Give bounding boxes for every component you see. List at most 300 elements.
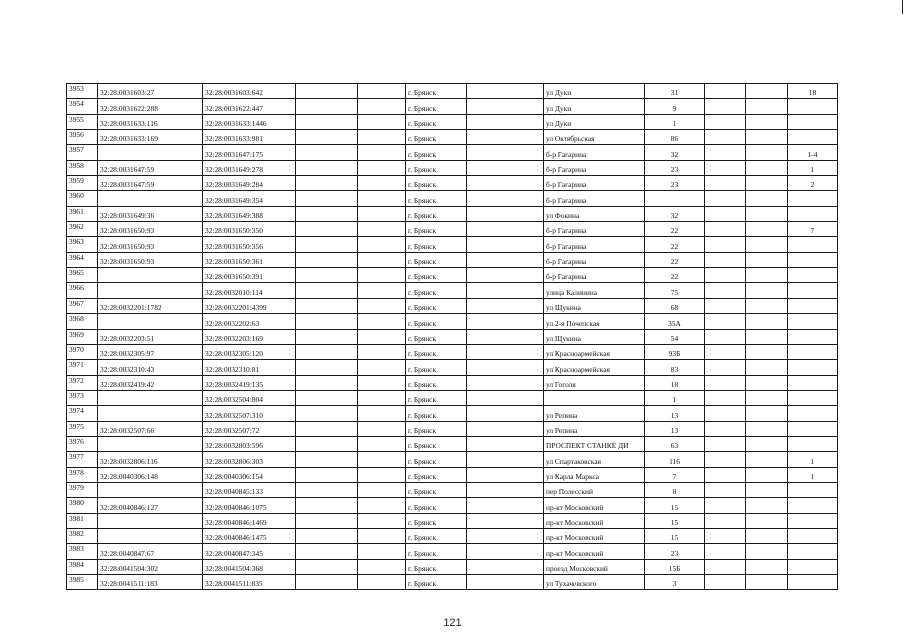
empty-cell — [296, 252, 358, 267]
empty-cell — [358, 544, 406, 559]
cadastral-number-building: 32:28:0031622:288 — [98, 99, 203, 114]
empty-cell — [746, 544, 788, 559]
cadastral-number-premises: 32:28:0040846:1475 — [203, 528, 296, 543]
empty-cell — [358, 452, 406, 467]
street-cell: пр-кт Московский — [544, 528, 645, 543]
empty-cell — [705, 252, 746, 267]
apartment-cell — [788, 237, 838, 252]
city-cell: г. Брянск — [406, 84, 467, 99]
row-number: 3961 — [67, 206, 98, 221]
cadastral-number-building: 32:28:0031633:169 — [98, 130, 203, 145]
city-cell: г. Брянск — [406, 575, 467, 590]
empty-cell — [296, 390, 358, 405]
empty-cell — [296, 421, 358, 436]
house-number-cell: 23 — [645, 544, 705, 559]
empty-cell — [467, 421, 544, 436]
row-number: 3972 — [67, 375, 98, 390]
city-cell: г. Брянск — [406, 436, 467, 451]
street-cell: б-р Гагарина — [544, 268, 645, 283]
apartment-cell — [788, 390, 838, 405]
empty-cell — [746, 84, 788, 99]
table-row — [67, 206, 838, 221]
cadastral-number-premises: 32:28:0032806:303 — [203, 452, 296, 467]
empty-cell — [705, 114, 746, 129]
empty-cell — [705, 575, 746, 590]
cadastral-number-building: 32:28:0040846:127 — [98, 498, 203, 513]
city-cell: г. Брянск — [406, 375, 467, 390]
apartment-cell — [788, 252, 838, 267]
cadastral-number-premises: 32:28:0031649:284 — [203, 176, 296, 191]
cadastral-number-building — [98, 482, 203, 497]
empty-cell — [705, 436, 746, 451]
empty-cell — [296, 360, 358, 375]
cadastral-number-premises: 32:28:0032507:310 — [203, 406, 296, 421]
row-number: 3969 — [67, 329, 98, 344]
street-cell: ул Репина — [544, 421, 645, 436]
city-cell: г. Брянск — [406, 298, 467, 313]
apartment-cell — [788, 513, 838, 528]
empty-cell — [746, 114, 788, 129]
city-cell: г. Брянск — [406, 99, 467, 114]
table-row — [67, 406, 838, 421]
house-number-cell: 7 — [645, 467, 705, 482]
empty-cell — [746, 145, 788, 160]
street-cell: проезд Московский — [544, 559, 645, 574]
empty-cell — [358, 268, 406, 283]
row-number: 3974 — [67, 406, 98, 421]
street-cell: ул Щукина — [544, 329, 645, 344]
empty-cell — [746, 452, 788, 467]
empty-cell — [705, 84, 746, 99]
apartment-cell — [788, 436, 838, 451]
table-row — [67, 160, 838, 175]
apartment-cell: 1-4 — [788, 145, 838, 160]
empty-cell — [296, 176, 358, 191]
house-number-cell: 93Б — [645, 344, 705, 359]
empty-cell — [467, 252, 544, 267]
empty-cell — [467, 222, 544, 237]
empty-cell — [467, 114, 544, 129]
empty-cell — [358, 206, 406, 221]
house-number-cell: 1 — [645, 114, 705, 129]
empty-cell — [296, 467, 358, 482]
street-cell: улица Калинина — [544, 283, 645, 298]
apartment-cell — [788, 421, 838, 436]
apartment-cell: 7 — [788, 222, 838, 237]
cadastral-number-premises: 32:28:0040845:133 — [203, 482, 296, 497]
row-number: 3968 — [67, 314, 98, 329]
empty-cell — [467, 360, 544, 375]
empty-cell — [746, 268, 788, 283]
apartment-cell — [788, 206, 838, 221]
table-row — [67, 513, 838, 528]
row-number: 3958 — [67, 160, 98, 175]
house-number-cell: 15 — [645, 498, 705, 513]
cadastral-number-building: 32:28:0032507:66 — [98, 421, 203, 436]
table-row — [67, 329, 838, 344]
empty-cell — [746, 467, 788, 482]
street-cell: ул Фокина — [544, 206, 645, 221]
row-number: 3981 — [67, 513, 98, 528]
city-cell: г. Брянск — [406, 283, 467, 298]
table-row — [67, 283, 838, 298]
empty-cell — [705, 191, 746, 206]
house-number-cell: 15 — [645, 513, 705, 528]
empty-cell — [296, 498, 358, 513]
empty-cell — [296, 544, 358, 559]
empty-cell — [296, 283, 358, 298]
city-cell: г. Брянск — [406, 268, 467, 283]
empty-cell — [296, 222, 358, 237]
empty-cell — [746, 160, 788, 175]
row-number: 3979 — [67, 482, 98, 497]
empty-cell — [467, 498, 544, 513]
empty-cell — [705, 513, 746, 528]
cadastral-number-premises: 32:28:0032201:4399 — [203, 298, 296, 313]
house-number-cell: 15Б — [645, 559, 705, 574]
cadastral-number-building: 32:28:0031633:116 — [98, 114, 203, 129]
empty-cell — [746, 191, 788, 206]
house-number-cell: 22 — [645, 222, 705, 237]
apartment-cell — [788, 344, 838, 359]
table-row — [67, 314, 838, 329]
cadastral-number-premises: 32:28:0040847:345 — [203, 544, 296, 559]
empty-cell — [746, 559, 788, 574]
row-number: 3957 — [67, 145, 98, 160]
cadastral-number-building: 32:28:0032310:43 — [98, 360, 203, 375]
cadastral-number-building: 32:28:0032201:1782 — [98, 298, 203, 313]
empty-cell — [296, 436, 358, 451]
city-cell: г. Брянск — [406, 176, 467, 191]
table-row — [67, 544, 838, 559]
empty-cell — [296, 206, 358, 221]
table-row — [67, 498, 838, 513]
city-cell: г. Брянск — [406, 513, 467, 528]
street-cell: ул Дуки — [544, 114, 645, 129]
empty-cell — [467, 130, 544, 145]
cadastral-number-building: 32:28:0031603:27 — [98, 84, 203, 99]
apartment-cell — [788, 360, 838, 375]
house-number-cell: 9 — [645, 99, 705, 114]
apartment-cell — [788, 130, 838, 145]
empty-cell — [705, 544, 746, 559]
city-cell: г. Брянск — [406, 544, 467, 559]
empty-cell — [296, 344, 358, 359]
row-number: 3956 — [67, 130, 98, 145]
cadastral-number-premises: 32:28:0031649:278 — [203, 160, 296, 175]
empty-cell — [705, 375, 746, 390]
apartment-cell: 1 — [788, 452, 838, 467]
empty-cell — [467, 544, 544, 559]
empty-cell — [296, 130, 358, 145]
house-number-cell: 63 — [645, 436, 705, 451]
empty-cell — [746, 390, 788, 405]
empty-cell — [746, 252, 788, 267]
cadastral-number-premises: 32:28:0040846:1075 — [203, 498, 296, 513]
street-cell: б-р Гагарина — [544, 145, 645, 160]
table-row — [67, 222, 838, 237]
table-row — [67, 436, 838, 451]
cadastral-number-premises: 32:28:0032803:596 — [203, 436, 296, 451]
table-row — [67, 528, 838, 543]
table-row — [67, 298, 838, 313]
table-row — [67, 237, 838, 252]
empty-cell — [358, 252, 406, 267]
empty-cell — [467, 375, 544, 390]
street-cell: ул Карла Маркса — [544, 467, 645, 482]
empty-cell — [705, 130, 746, 145]
street-cell: б-р Гагарина — [544, 222, 645, 237]
empty-cell — [296, 559, 358, 574]
empty-cell — [358, 329, 406, 344]
street-cell: пр-кт Московский — [544, 498, 645, 513]
house-number-cell: 13 — [645, 406, 705, 421]
house-number-cell — [645, 191, 705, 206]
street-cell: ул 2-я Почепская — [544, 314, 645, 329]
cadastral-number-premises: 32:28:0032202:63 — [203, 314, 296, 329]
cadastral-number-premises: 32:28:0032010:114 — [203, 283, 296, 298]
apartment-cell — [788, 268, 838, 283]
table-body — [67, 84, 838, 590]
table-row — [67, 130, 838, 145]
house-number-cell: 23 — [645, 160, 705, 175]
empty-cell — [358, 559, 406, 574]
city-cell: г. Брянск — [406, 329, 467, 344]
house-number-cell: 75 — [645, 283, 705, 298]
empty-cell — [746, 130, 788, 145]
empty-cell — [296, 482, 358, 497]
cadastral-number-building: 32:28:0031649:36 — [98, 206, 203, 221]
row-number: 3970 — [67, 344, 98, 359]
house-number-cell: 18 — [645, 375, 705, 390]
empty-cell — [296, 84, 358, 99]
house-number-cell: 35А — [645, 314, 705, 329]
cadastral-number-building: 32:28:0032305:97 — [98, 344, 203, 359]
empty-cell — [467, 191, 544, 206]
apartment-cell — [788, 191, 838, 206]
cadastral-number-premises: 32:28:0031650:350 — [203, 222, 296, 237]
table-row — [67, 191, 838, 206]
cadastral-number-premises: 32:28:0031650:361 — [203, 252, 296, 267]
cadastral-number-premises: 32:28:0031647:175 — [203, 145, 296, 160]
empty-cell — [358, 222, 406, 237]
city-cell: г. Брянск — [406, 130, 467, 145]
table-row — [67, 360, 838, 375]
apartment-cell — [788, 498, 838, 513]
table-row — [67, 84, 838, 99]
row-number: 3967 — [67, 298, 98, 313]
house-number-cell: 1 — [645, 390, 705, 405]
apartment-cell — [788, 283, 838, 298]
empty-cell — [358, 360, 406, 375]
table-row — [67, 268, 838, 283]
house-number-cell: 83 — [645, 360, 705, 375]
empty-cell — [296, 314, 358, 329]
empty-cell — [358, 237, 406, 252]
table-row — [67, 252, 838, 267]
empty-cell — [705, 344, 746, 359]
empty-cell — [467, 436, 544, 451]
city-cell: г. Брянск — [406, 482, 467, 497]
empty-cell — [467, 406, 544, 421]
cadastral-number-building — [98, 436, 203, 451]
city-cell: г. Брянск — [406, 360, 467, 375]
empty-cell — [746, 360, 788, 375]
empty-cell — [467, 390, 544, 405]
cadastral-number-building: 32:28:0031647:59 — [98, 176, 203, 191]
row-number: 3954 — [67, 99, 98, 114]
street-cell: ул Дуки — [544, 99, 645, 114]
empty-cell — [746, 99, 788, 114]
street-cell: пер Полесский — [544, 482, 645, 497]
cadastral-number-premises: 32:28:0032310:81 — [203, 360, 296, 375]
house-number-cell: 54 — [645, 329, 705, 344]
empty-cell — [358, 176, 406, 191]
cadastral-number-premises: 32:28:0040306:154 — [203, 467, 296, 482]
row-number: 3975 — [67, 421, 98, 436]
empty-cell — [746, 406, 788, 421]
cadastral-number-building: 32:28:0041511:183 — [98, 575, 203, 590]
cadastral-number-building: 32:28:0031647:59 — [98, 160, 203, 175]
apartment-cell — [788, 482, 838, 497]
house-number-cell: 23 — [645, 176, 705, 191]
city-cell: г. Брянск — [406, 467, 467, 482]
empty-cell — [705, 360, 746, 375]
row-number: 3964 — [67, 252, 98, 267]
city-cell: г. Брянск — [406, 559, 467, 574]
empty-cell — [358, 99, 406, 114]
empty-cell — [296, 406, 358, 421]
cadastral-number-building: 32:28:0031650:93 — [98, 237, 203, 252]
empty-cell — [746, 222, 788, 237]
cadastral-number-building — [98, 283, 203, 298]
house-number-cell: 8 — [645, 482, 705, 497]
empty-cell — [746, 421, 788, 436]
empty-cell — [705, 329, 746, 344]
empty-cell — [358, 145, 406, 160]
city-cell: г. Брянск — [406, 390, 467, 405]
empty-cell — [467, 482, 544, 497]
cadastral-number-premises: 32:28:0031633:1446 — [203, 114, 296, 129]
empty-cell — [358, 406, 406, 421]
cadastral-number-building: 32:28:0031650:93 — [98, 252, 203, 267]
city-cell: г. Брянск — [406, 421, 467, 436]
table-row — [67, 145, 838, 160]
table-row — [67, 375, 838, 390]
empty-cell — [358, 390, 406, 405]
cadastral-number-building — [98, 268, 203, 283]
table-row — [67, 390, 838, 405]
cadastral-number-premises: 32:28:0040846:1469 — [203, 513, 296, 528]
empty-cell — [705, 406, 746, 421]
empty-cell — [467, 329, 544, 344]
city-cell: г. Брянск — [406, 222, 467, 237]
cadastral-number-premises: 32:28:0031649:354 — [203, 191, 296, 206]
city-cell: г. Брянск — [406, 406, 467, 421]
empty-cell — [467, 559, 544, 574]
apartment-cell — [788, 544, 838, 559]
cadastral-number-premises: 32:28:0041504:368 — [203, 559, 296, 574]
city-cell: г. Брянск — [406, 145, 467, 160]
empty-cell — [358, 513, 406, 528]
apartment-cell — [788, 406, 838, 421]
apartment-cell — [788, 298, 838, 313]
empty-cell — [746, 176, 788, 191]
empty-cell — [705, 222, 746, 237]
empty-cell — [705, 452, 746, 467]
empty-cell — [467, 575, 544, 590]
empty-cell — [705, 528, 746, 543]
apartment-cell — [788, 329, 838, 344]
empty-cell — [358, 84, 406, 99]
street-cell: пр-кт Московский — [544, 544, 645, 559]
empty-cell — [705, 145, 746, 160]
cadastral-number-building — [98, 528, 203, 543]
empty-cell — [296, 99, 358, 114]
empty-cell — [746, 283, 788, 298]
empty-cell — [467, 160, 544, 175]
row-number: 3963 — [67, 237, 98, 252]
empty-cell — [296, 329, 358, 344]
empty-cell — [358, 436, 406, 451]
street-cell: ПРОСПЕКТ СТАНКЕ ДИ — [544, 436, 645, 451]
empty-cell — [467, 206, 544, 221]
empty-cell — [705, 160, 746, 175]
cadastral-number-building: 32:28:0040847:67 — [98, 544, 203, 559]
row-number: 3978 — [67, 467, 98, 482]
house-number-cell: 32 — [645, 145, 705, 160]
table-row — [67, 114, 838, 129]
empty-cell — [705, 314, 746, 329]
city-cell: г. Брянск — [406, 114, 467, 129]
street-cell: б-р Гагарина — [544, 176, 645, 191]
empty-cell — [358, 421, 406, 436]
house-number-cell: 22 — [645, 252, 705, 267]
cadastral-number-premises: 32:28:0031649:388 — [203, 206, 296, 221]
empty-cell — [746, 237, 788, 252]
empty-cell — [467, 99, 544, 114]
row-number: 3962 — [67, 222, 98, 237]
apartment-cell: 18 — [788, 84, 838, 99]
empty-cell — [358, 375, 406, 390]
house-number-cell: 31 — [645, 84, 705, 99]
empty-cell — [467, 452, 544, 467]
empty-cell — [467, 283, 544, 298]
city-cell: г. Брянск — [406, 452, 467, 467]
cadastral-number-premises: 32:28:0031622:447 — [203, 99, 296, 114]
empty-cell — [746, 329, 788, 344]
empty-cell — [358, 498, 406, 513]
house-number-cell: 116 — [645, 452, 705, 467]
street-cell — [544, 390, 645, 405]
empty-cell — [467, 84, 544, 99]
cadastral-number-premises: 32:28:0032305:120 — [203, 344, 296, 359]
city-cell: г. Брянск — [406, 528, 467, 543]
table-row — [67, 99, 838, 114]
empty-cell — [296, 191, 358, 206]
table-row — [67, 559, 838, 574]
cadastral-number-building — [98, 314, 203, 329]
cadastral-number-building: 32:28:0032419:42 — [98, 375, 203, 390]
street-cell: ул Красноармейская — [544, 344, 645, 359]
house-number-cell: 13 — [645, 421, 705, 436]
table-row — [67, 176, 838, 191]
apartment-cell — [788, 375, 838, 390]
cadastral-number-building — [98, 145, 203, 160]
street-cell: б-р Гагарина — [544, 252, 645, 267]
city-cell: г. Брянск — [406, 191, 467, 206]
empty-cell — [705, 498, 746, 513]
